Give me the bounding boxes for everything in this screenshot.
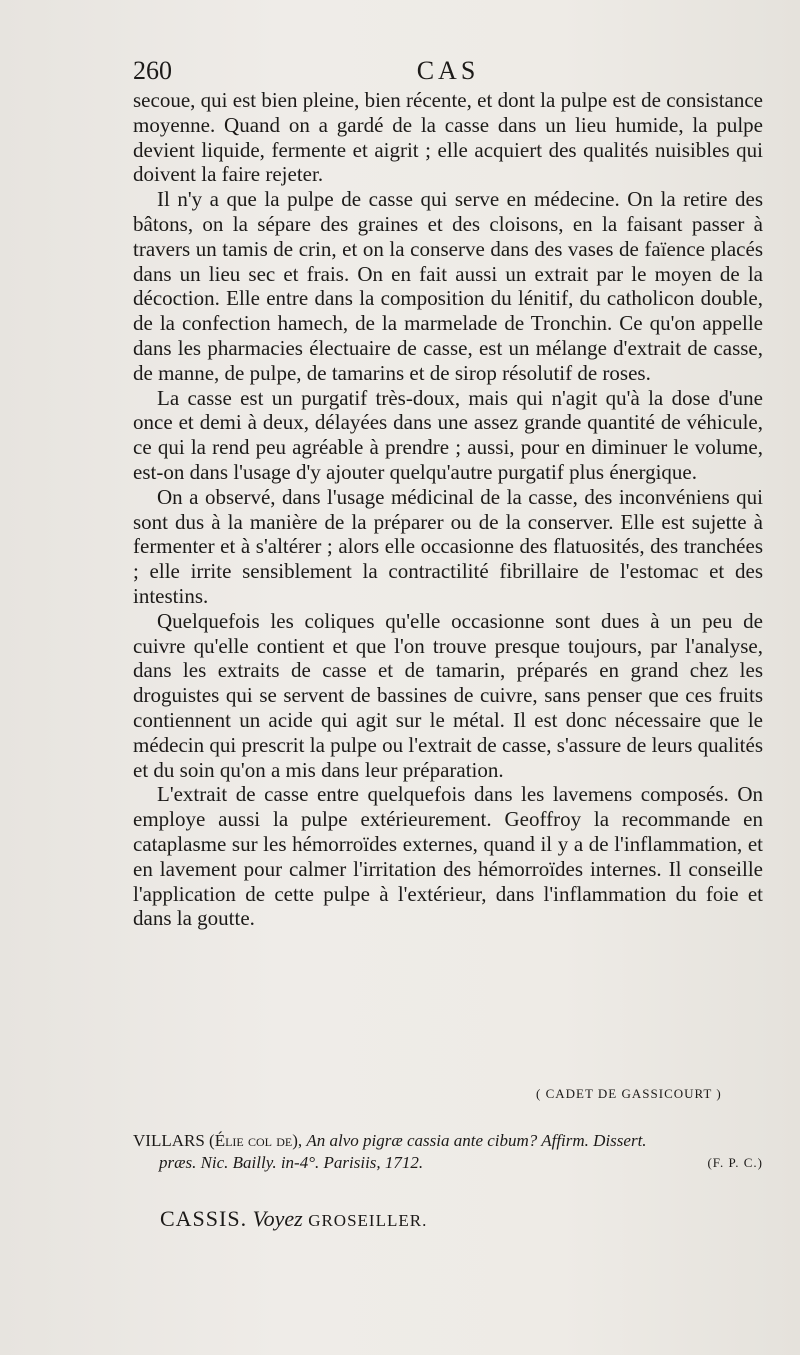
paragraph: Quelquefois les coliques qu'elle occasionne sont dues à un peu de cuivre qu'elle contient et que l'on trouve presque toujours, par l'analyse, dans les extraits de casse et de tamarin, préparés en grand chez les droguistes qui se servent de bassines de cuivre, sans penser que ces fruits contiennent un acide qui agit sur le métal. Il est donc nécessaire que le médecin qui prescrit la pulpe ou l'extrait de casse, s'assure de leurs qualités et du soin qu'on a mis dans leur préparation. [133, 608, 763, 782]
bibliography-line-1 [133, 1130, 763, 1152]
bibliography-line-2 [133, 1152, 763, 1174]
page-header [133, 56, 763, 88]
cross-reference-target: GROSEILLER. [308, 1211, 428, 1230]
article-body [133, 88, 763, 931]
page-number: 260 [133, 56, 172, 85]
cross-reference-see: Voyez [252, 1206, 303, 1231]
cross-reference-entry [160, 1206, 427, 1232]
bibliography-initials: (F. P. C.) [707, 1155, 763, 1170]
author-signature: ( CADET DE GASSICOURT ) [536, 1086, 722, 1101]
paragraph: L'extrait de casse entre quelquefois dans les lavemens composés. On employe aussi la pulpe extérieurement. Geoffroy la recommande en cataplasme sur les hémorroïdes externes, quand il y a de l'inflammation, et en lavement pour calmer l'irritation des hémorroïdes internes. Il conseille l'application de cette pulpe à l'extérieur, dans l'inflammation du foie et dans la goutte. [133, 782, 763, 931]
bibliography-author: VILLARS (Élie col de), [133, 1131, 303, 1150]
paragraph: On a observé, dans l'usage médicinal de la casse, des inconvéniens qui sont dus à la manière de la préparer ou de la conserver. Elle est sujette à fermenter et à s'altérer ; alors elle occasionne des flatuosités, des tranchées ; elle irrite sensiblement la contractilité fibrillaire de l'estomac et des intestins. [133, 484, 763, 608]
running-head: CAS [416, 56, 480, 85]
bibliography-title: An alvo pigræ cassia ante cibum? Affirm. Dissert. [306, 1131, 647, 1150]
bibliography-entry [133, 1130, 763, 1174]
paragraph: La casse est un purgatif très-doux, mais qui n'agit qu'à la dose d'une once et demi à deux, délayées dans une assez grande quantité de véhicule, ce qui la rend peu agréable à prendre ; aussi, pour en diminuer le volume, est-on dans l'usage d'y ajouter quelqu'autre purgatif plus énergique. [133, 385, 763, 484]
paragraph: secoue, qui est bien pleine, bien récente, et dont la pulpe est de consistance moyenne. Quand on a gardé de la casse dans un lieu humide, la pulpe devient liquide, fermente et aigrit ; elle acquiert des qualités nuisibles qui doivent la faire rejeter. [133, 88, 763, 187]
paragraph: Il n'y a que la pulpe de casse qui serve en médecine. On la retire des bâtons, on la sépare des graines et des cloisons, en la faisant passer à travers un tamis de crin, et on la conserve dans des vases de faïence placés dans un lieu sec et frais. On en fait aussi un extrait par le moyen de la décoction. Elle entre dans la composition du lénitif, du catholicon double, de la confection hamech, de la marmelade de Tronchin. Ce qu'on appelle dans les pharmacies électuaire de casse, est un mélange d'extrait de casse, de manne, de pulpe, de tamarins et de sirop résolutif de roses. [133, 187, 763, 385]
cross-reference-term: CASSIS. [160, 1206, 248, 1231]
bibliography-details: præs. Nic. Bailly. in-4°. Parisiis, 1712. [159, 1153, 424, 1172]
